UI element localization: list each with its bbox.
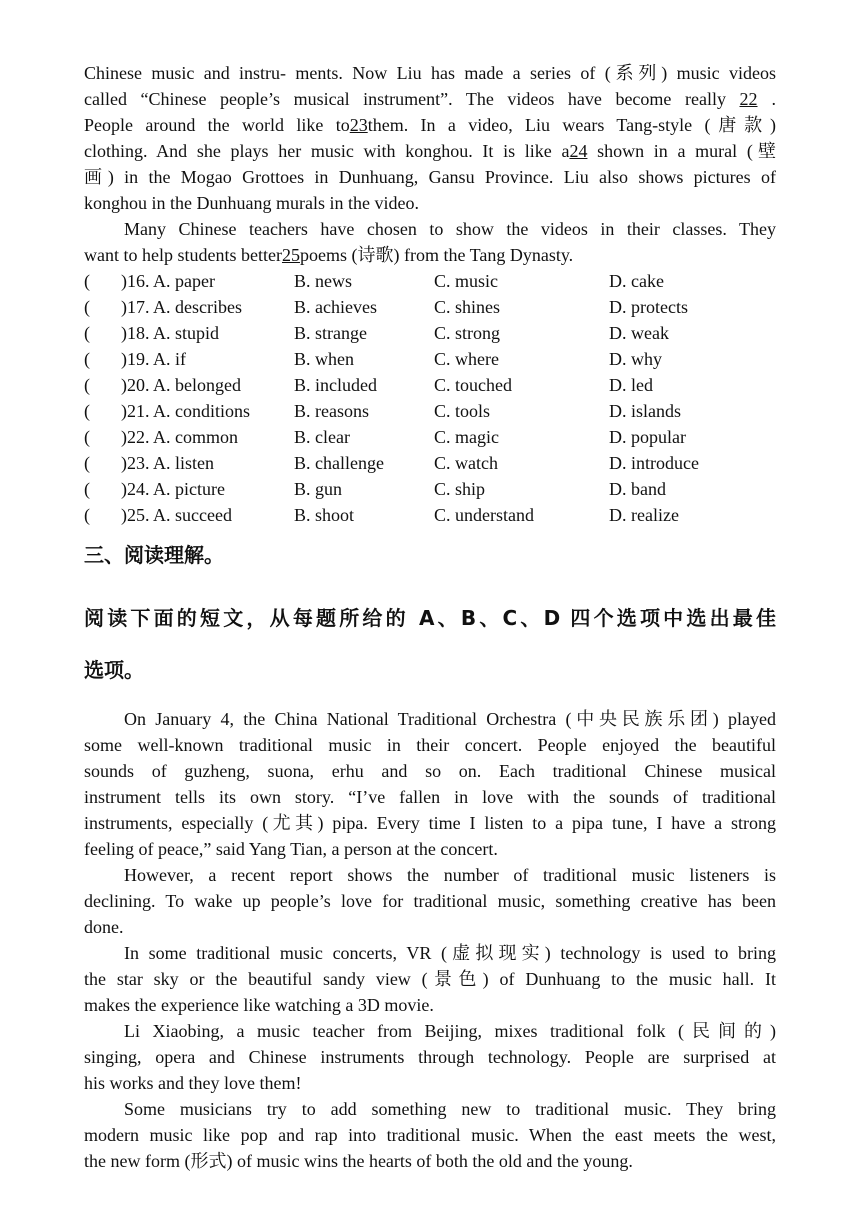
text-line: modern music like pop and rap into traditional music. When the east meets the west, [84, 1125, 776, 1145]
option-row-23 [84, 450, 776, 476]
blank-25: 25 [281, 245, 300, 265]
option-d: D. popular [609, 427, 686, 447]
option-b: B. included [294, 375, 377, 395]
option-c: C. shines [434, 297, 501, 317]
text-line: konghou in the Dunhuang murals in the video. [84, 193, 419, 213]
answer-paren: ( [84, 297, 90, 317]
reading-paragraph-1 [84, 706, 776, 862]
option-b: B. clear [294, 427, 350, 447]
text-line: feeling of peace,” said Yang Tian, a person at the concert. [84, 839, 498, 859]
option-d: D. islands [609, 401, 681, 421]
answer-paren: ( [84, 271, 90, 291]
text-segment: called “Chinese people’s musical instrument”. The videos have become really [84, 89, 726, 109]
answer-paren: ( [84, 349, 90, 369]
option-c: C. understand [434, 505, 534, 525]
section-title: 三、阅读理解。 [84, 543, 224, 567]
text-line: the star sky or the beautiful sandy view (景色) of Dunhuang to the music hall. It [84, 969, 776, 989]
text-line: declining. To wake up people’s love for traditional music, something creative has been [84, 891, 776, 911]
option-row-20 [84, 372, 776, 398]
option-row-19 [84, 346, 776, 372]
text-line [84, 242, 776, 268]
text-line: the new form (形式) of music wins the hearts of both the old and the young. [84, 1151, 633, 1171]
instruction-line: 选项。 [84, 658, 144, 682]
reading-paragraph-2 [84, 862, 776, 940]
section-instruction [84, 592, 776, 696]
option-b: B. achieves [294, 297, 377, 317]
option-d: D. band [609, 479, 666, 499]
text-segment: clothing. And she plays her music with konghou. It is like a [84, 141, 570, 161]
option-c: C. tools [434, 401, 491, 421]
cloze-passage-paragraph-2 [84, 216, 776, 268]
option-d: D. introduce [609, 453, 699, 473]
text-line: some well-known traditional music in their concert. People enjoyed the beautiful [84, 735, 776, 755]
option-c: C. watch [434, 453, 498, 473]
question-option-a: )20. A. belonged [121, 375, 241, 395]
option-row-21 [84, 398, 776, 424]
text-line: instrument tells its own story. “I’ve fallen in love with the sounds of traditional [84, 787, 776, 807]
text-segment: shown in a mural (壁 [597, 141, 776, 161]
answer-paren: ( [84, 401, 90, 421]
option-b: B. when [294, 349, 354, 369]
blank-23: 23 [349, 115, 368, 135]
option-row-22 [84, 424, 776, 450]
blank-22: 22 [739, 89, 758, 109]
question-option-a: )16. A. paper [121, 271, 215, 291]
text-line: makes the experience like watching a 3D movie. [84, 995, 434, 1015]
option-d: D. why [609, 349, 662, 369]
option-d: D. realize [609, 505, 679, 525]
text-line: Li Xiaobing, a music teacher from Beijing, mixes traditional folk (民间的) [124, 1021, 776, 1041]
answer-paren: ( [84, 505, 90, 525]
reading-paragraph-5 [84, 1096, 776, 1174]
text-line: Chinese music and instru- ments. Now Liu has made a series of (系列) music videos [84, 63, 776, 83]
option-d: D. cake [609, 271, 664, 291]
option-row-17 [84, 294, 776, 320]
option-d: D. weak [609, 323, 669, 343]
option-c: C. music [434, 271, 499, 291]
text-line: On January 4, the China National Traditional Orchestra (中央民族乐团) played [124, 709, 776, 729]
text-line: singing, opera and Chinese instruments through technology. People are surprised at [84, 1047, 776, 1067]
question-option-a: )21. A. conditions [121, 401, 250, 421]
reading-passage [84, 706, 776, 1174]
text-line: sounds of guzheng, suona, erhu and so on. Each traditional Chinese musical [84, 761, 776, 781]
option-c: C. ship [434, 479, 486, 499]
text-segment: them. In a video, Liu wears Tang-style (唐款) [367, 115, 777, 135]
option-b: B. reasons [294, 401, 369, 421]
option-row-25 [84, 502, 776, 528]
question-option-a: )25. A. succeed [121, 505, 232, 525]
option-d: D. protects [609, 297, 688, 317]
text-line: However, a recent report shows the number of traditional music listeners is [124, 865, 776, 885]
option-row-18 [84, 320, 776, 346]
option-b: B. strange [294, 323, 367, 343]
text-line [84, 112, 776, 138]
option-b: B. challenge [294, 453, 384, 473]
question-option-a: )23. A. listen [121, 453, 214, 473]
text-line: instruments, especially (尤其) pipa. Every time I listen to a pipa tune, I have a strong [84, 813, 776, 833]
option-b: B. shoot [294, 505, 355, 525]
cloze-options-list [84, 268, 776, 528]
option-c: C. where [434, 349, 499, 369]
option-c: C. strong [434, 323, 501, 343]
option-c: C. touched [434, 375, 512, 395]
text-segment: People around the world like to [84, 115, 350, 135]
text-line: Many Chinese teachers have chosen to show the videos in their classes. They [124, 219, 776, 239]
option-d: D. led [609, 375, 653, 395]
text-line [84, 138, 776, 164]
question-option-a: )18. A. stupid [121, 323, 220, 343]
option-c: C. magic [434, 427, 499, 447]
text-line: Some musicians try to add something new to traditional music. They bring [124, 1099, 776, 1119]
answer-paren: ( [84, 453, 90, 473]
question-option-a: )19. A. if [121, 349, 186, 369]
text-line: In some traditional music concerts, VR (虚拟现实) technology is used to bring [124, 943, 776, 963]
instruction-line: 阅读下面的短文，从每题所给的 A、B、C、D 四个选项中选出最佳 [84, 606, 776, 630]
text-segment: poems (诗歌) from the Tang Dynasty. [299, 245, 574, 265]
worksheet-page [84, 60, 776, 1174]
blank-24: 24 [569, 141, 588, 161]
option-row-24 [84, 476, 776, 502]
cloze-passage-paragraph-1 [84, 60, 776, 216]
answer-paren: ( [84, 427, 90, 447]
answer-paren: ( [84, 375, 90, 395]
question-option-a: )24. A. picture [121, 479, 225, 499]
answer-paren: ( [84, 479, 90, 499]
text-line: 画) in the Mogao Grottoes in Dunhuang, Gansu Province. Liu also shows pictures of [84, 167, 776, 187]
question-option-a: )17. A. describes [121, 297, 242, 317]
option-b: B. news [294, 271, 352, 291]
option-b: B. gun [294, 479, 343, 499]
answer-paren: ( [84, 323, 90, 343]
reading-paragraph-4 [84, 1018, 776, 1096]
text-line: his works and they love them! [84, 1073, 302, 1093]
text-line: done. [84, 917, 124, 937]
reading-paragraph-3 [84, 940, 776, 1018]
text-line: called “Chinese people’s musical instrument”. The videos have become really 22 . [84, 86, 776, 112]
question-option-a: )22. A. common [121, 427, 238, 447]
option-row-16 [84, 268, 776, 294]
text-segment: want to help students better [84, 245, 282, 265]
